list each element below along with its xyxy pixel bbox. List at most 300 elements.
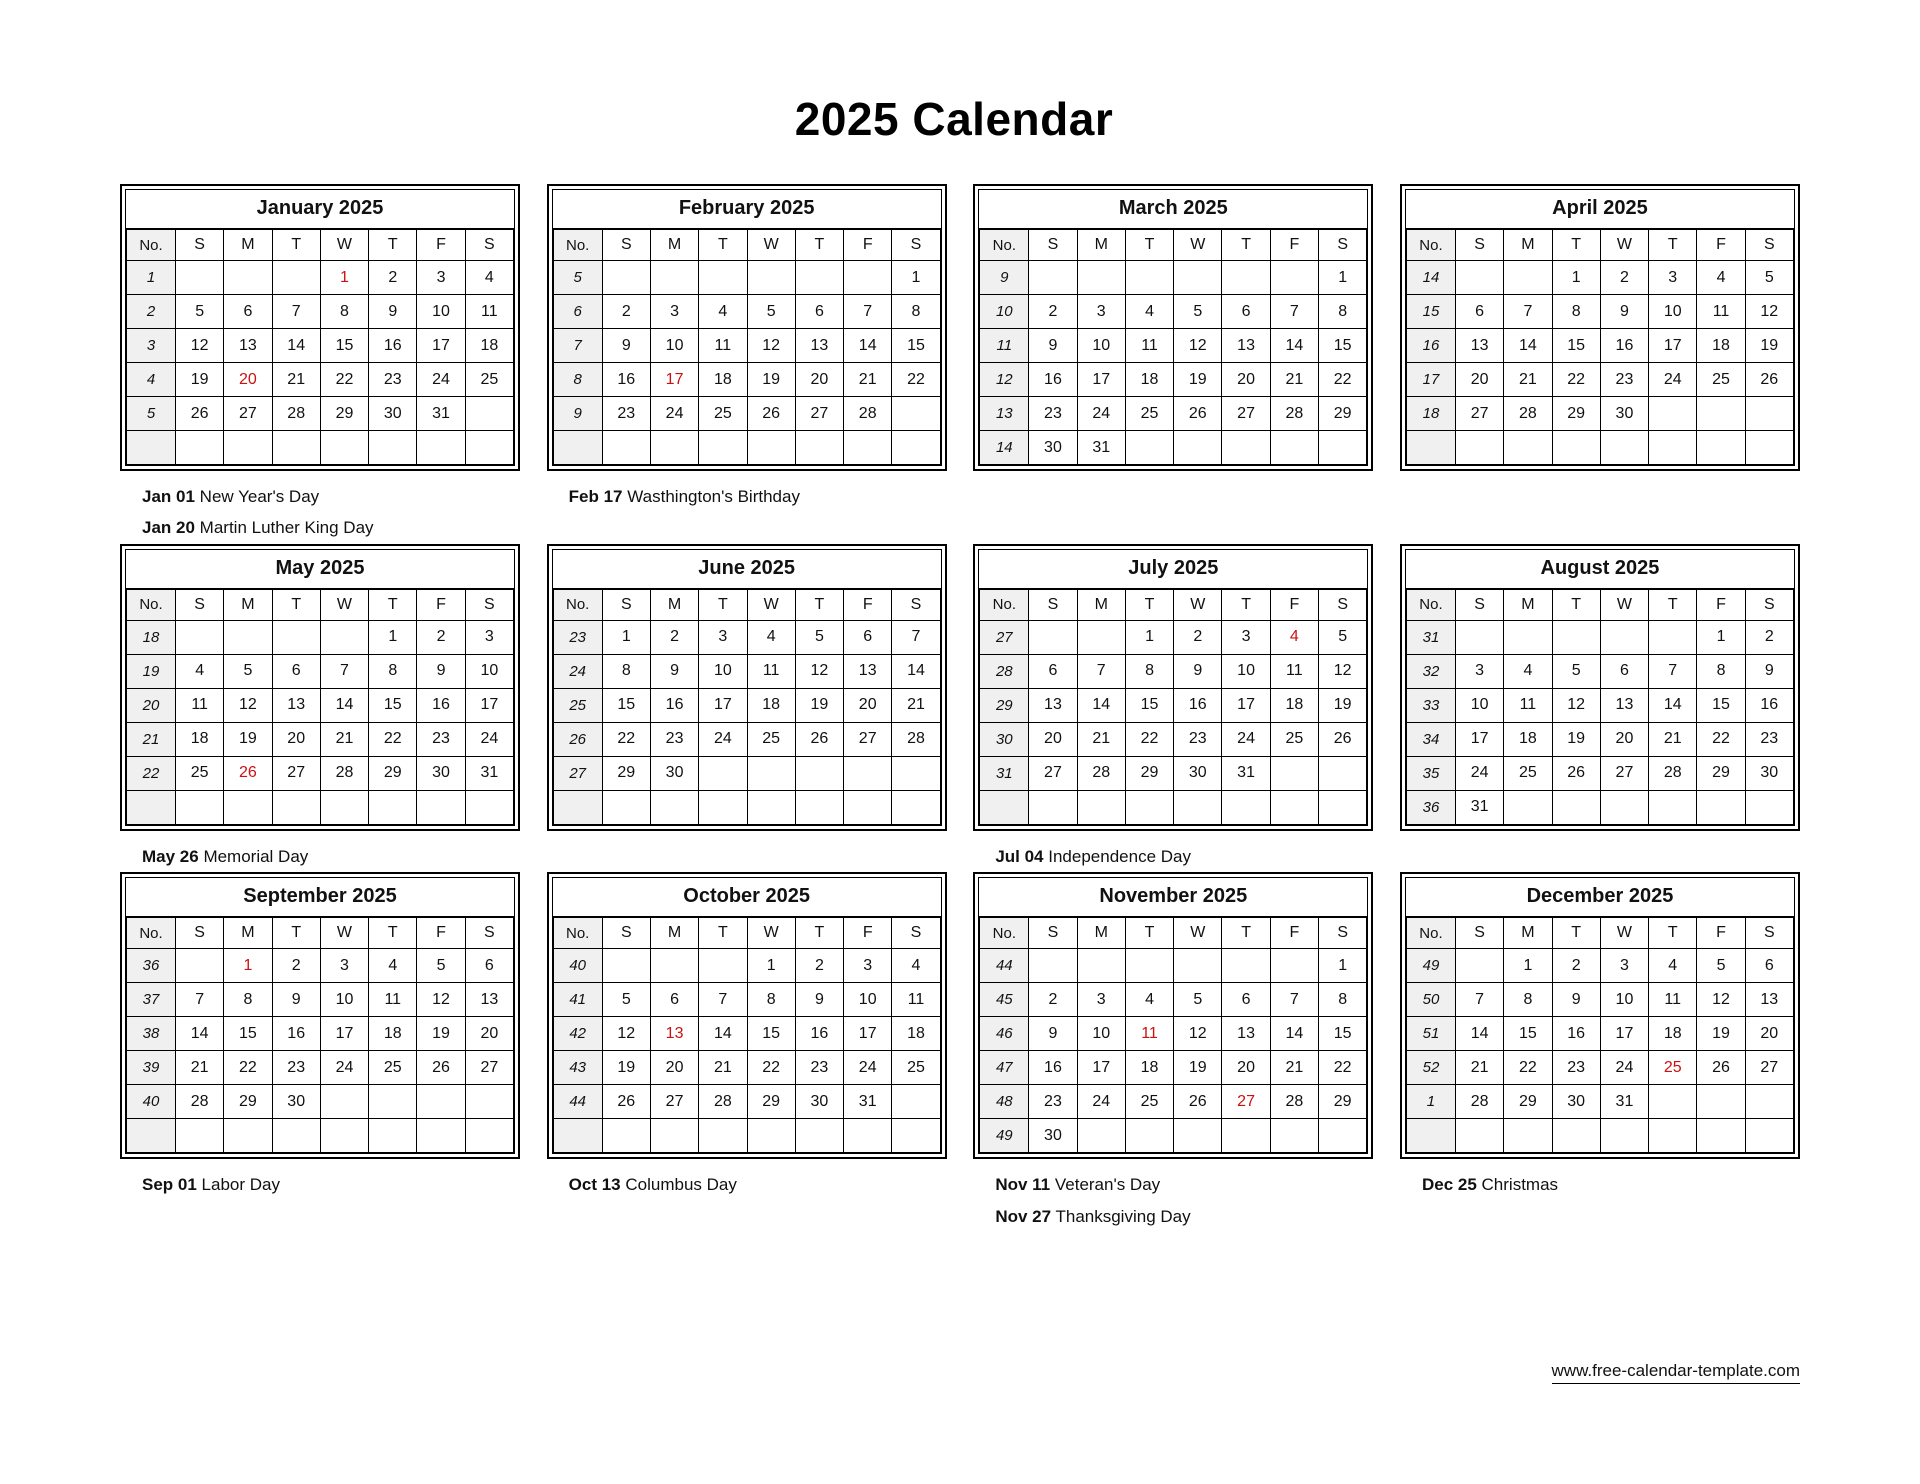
day-cell[interactable]: 13 xyxy=(1029,688,1077,722)
day-cell[interactable]: 31 xyxy=(1077,431,1125,465)
day-cell[interactable] xyxy=(1174,1119,1222,1153)
day-cell[interactable]: 28 xyxy=(892,722,940,756)
day-cell[interactable]: 3 xyxy=(1455,654,1503,688)
day-cell[interactable]: 16 xyxy=(417,688,465,722)
day-cell[interactable]: 18 xyxy=(1504,722,1552,756)
day-cell[interactable] xyxy=(1125,431,1173,465)
day-cell[interactable]: 9 xyxy=(369,295,417,329)
day-cell[interactable]: 28 xyxy=(1455,1085,1503,1119)
day-cell[interactable]: 7 xyxy=(1270,983,1318,1017)
day-cell[interactable]: 18 xyxy=(699,363,747,397)
day-cell[interactable]: 17 xyxy=(417,329,465,363)
day-cell[interactable]: 6 xyxy=(1222,983,1270,1017)
day-cell[interactable]: 30 xyxy=(417,756,465,790)
day-cell[interactable]: 25 xyxy=(176,756,224,790)
day-cell[interactable]: 11 xyxy=(1270,654,1318,688)
day-cell[interactable]: 20 xyxy=(844,688,892,722)
day-cell[interactable] xyxy=(1649,790,1697,824)
day-cell[interactable]: 10 xyxy=(1077,1017,1125,1051)
day-cell[interactable]: 3 xyxy=(650,295,698,329)
day-cell[interactable]: 30 xyxy=(1600,397,1648,431)
day-cell[interactable] xyxy=(1174,431,1222,465)
day-cell[interactable]: 23 xyxy=(795,1051,843,1085)
day-cell[interactable]: 13 xyxy=(272,688,320,722)
day-cell[interactable] xyxy=(1745,790,1793,824)
day-cell[interactable]: 7 xyxy=(272,295,320,329)
day-cell[interactable] xyxy=(1270,431,1318,465)
day-cell[interactable]: 7 xyxy=(1649,654,1697,688)
day-cell[interactable]: 30 xyxy=(272,1085,320,1119)
day-cell[interactable]: 10 xyxy=(417,295,465,329)
day-cell[interactable] xyxy=(747,261,795,295)
day-cell[interactable] xyxy=(1455,261,1503,295)
day-cell[interactable]: 18 xyxy=(892,1017,940,1051)
day-cell[interactable]: 20 xyxy=(465,1017,513,1051)
day-cell[interactable] xyxy=(320,1085,368,1119)
day-cell[interactable]: 2 xyxy=(1029,295,1077,329)
day-cell[interactable]: 29 xyxy=(1697,756,1745,790)
day-cell[interactable]: 30 xyxy=(1174,756,1222,790)
day-cell[interactable] xyxy=(272,261,320,295)
day-cell[interactable]: 5 xyxy=(176,295,224,329)
day-cell[interactable] xyxy=(1270,756,1318,790)
day-cell[interactable]: 9 xyxy=(1600,295,1648,329)
day-cell[interactable]: 12 xyxy=(747,329,795,363)
day-cell[interactable]: 6 xyxy=(795,295,843,329)
day-cell[interactable]: 13 xyxy=(465,983,513,1017)
day-cell[interactable]: 15 xyxy=(892,329,940,363)
day-cell[interactable]: 7 xyxy=(1455,983,1503,1017)
day-cell[interactable] xyxy=(1552,790,1600,824)
day-cell[interactable]: 26 xyxy=(176,397,224,431)
day-cell[interactable] xyxy=(1222,261,1270,295)
day-cell[interactable]: 12 xyxy=(176,329,224,363)
day-cell[interactable]: 2 xyxy=(795,949,843,983)
day-cell[interactable]: 11 xyxy=(1504,688,1552,722)
day-cell[interactable]: 31 xyxy=(1222,756,1270,790)
day-cell[interactable] xyxy=(272,620,320,654)
day-cell[interactable]: 4 xyxy=(1697,261,1745,295)
day-cell[interactable]: 12 xyxy=(1697,983,1745,1017)
day-cell[interactable]: 5 xyxy=(1319,620,1367,654)
day-cell[interactable]: 9 xyxy=(1029,1017,1077,1051)
day-cell[interactable]: 19 xyxy=(224,722,272,756)
day-cell[interactable]: 26 xyxy=(795,722,843,756)
day-cell[interactable] xyxy=(892,756,940,790)
day-cell[interactable]: 28 xyxy=(1077,756,1125,790)
day-cell[interactable]: 16 xyxy=(1029,363,1077,397)
day-cell[interactable]: 14 xyxy=(892,654,940,688)
day-cell[interactable]: 7 xyxy=(320,654,368,688)
day-cell[interactable] xyxy=(747,756,795,790)
day-cell[interactable]: 27 xyxy=(650,1085,698,1119)
day-cell[interactable]: 5 xyxy=(1174,295,1222,329)
day-cell[interactable]: 20 xyxy=(650,1051,698,1085)
day-cell[interactable]: 8 xyxy=(1319,983,1367,1017)
day-cell[interactable]: 17 xyxy=(1455,722,1503,756)
day-cell[interactable]: 5 xyxy=(747,295,795,329)
day-cell[interactable]: 16 xyxy=(602,363,650,397)
day-cell[interactable]: 24 xyxy=(320,1051,368,1085)
day-cell[interactable]: 8 xyxy=(747,983,795,1017)
day-cell[interactable]: 12 xyxy=(795,654,843,688)
day-cell[interactable]: 28 xyxy=(1504,397,1552,431)
day-cell[interactable]: 25 xyxy=(699,397,747,431)
day-cell[interactable]: 26 xyxy=(417,1051,465,1085)
day-cell[interactable]: 12 xyxy=(1174,329,1222,363)
day-cell[interactable]: 27 xyxy=(1600,756,1648,790)
day-cell-holiday[interactable]: 17 xyxy=(650,363,698,397)
day-cell[interactable]: 21 xyxy=(1649,722,1697,756)
day-cell[interactable]: 3 xyxy=(1077,295,1125,329)
day-cell[interactable]: 6 xyxy=(1600,654,1648,688)
day-cell[interactable]: 6 xyxy=(844,620,892,654)
day-cell[interactable]: 22 xyxy=(1552,363,1600,397)
day-cell[interactable]: 14 xyxy=(844,329,892,363)
day-cell[interactable]: 30 xyxy=(1745,756,1793,790)
day-cell[interactable]: 8 xyxy=(892,295,940,329)
day-cell[interactable]: 31 xyxy=(844,1085,892,1119)
day-cell-holiday[interactable]: 13 xyxy=(650,1017,698,1051)
day-cell[interactable] xyxy=(320,620,368,654)
day-cell[interactable]: 27 xyxy=(272,756,320,790)
day-cell[interactable]: 30 xyxy=(795,1085,843,1119)
day-cell[interactable]: 30 xyxy=(369,397,417,431)
day-cell[interactable]: 15 xyxy=(1552,329,1600,363)
day-cell[interactable]: 5 xyxy=(1552,654,1600,688)
day-cell[interactable]: 24 xyxy=(1077,397,1125,431)
day-cell[interactable]: 9 xyxy=(795,983,843,1017)
day-cell[interactable]: 14 xyxy=(1077,688,1125,722)
day-cell[interactable]: 21 xyxy=(1270,363,1318,397)
day-cell-holiday[interactable]: 11 xyxy=(1125,1017,1173,1051)
day-cell[interactable]: 2 xyxy=(1552,949,1600,983)
day-cell[interactable]: 5 xyxy=(602,983,650,1017)
day-cell[interactable]: 10 xyxy=(699,654,747,688)
day-cell[interactable]: 22 xyxy=(320,363,368,397)
day-cell[interactable]: 15 xyxy=(1319,1017,1367,1051)
day-cell[interactable]: 16 xyxy=(1745,688,1793,722)
day-cell[interactable]: 30 xyxy=(650,756,698,790)
day-cell[interactable]: 15 xyxy=(320,329,368,363)
day-cell[interactable]: 3 xyxy=(844,949,892,983)
day-cell[interactable]: 13 xyxy=(1455,329,1503,363)
day-cell[interactable]: 15 xyxy=(602,688,650,722)
day-cell[interactable]: 27 xyxy=(1222,397,1270,431)
day-cell[interactable] xyxy=(224,620,272,654)
day-cell[interactable] xyxy=(1125,261,1173,295)
day-cell[interactable]: 6 xyxy=(272,654,320,688)
day-cell[interactable]: 25 xyxy=(369,1051,417,1085)
day-cell[interactable]: 27 xyxy=(1455,397,1503,431)
day-cell[interactable] xyxy=(1600,620,1648,654)
day-cell[interactable]: 17 xyxy=(844,1017,892,1051)
day-cell[interactable]: 3 xyxy=(320,949,368,983)
day-cell[interactable] xyxy=(1649,397,1697,431)
day-cell[interactable]: 21 xyxy=(1504,363,1552,397)
day-cell[interactable]: 23 xyxy=(1745,722,1793,756)
day-cell[interactable]: 16 xyxy=(1552,1017,1600,1051)
day-cell[interactable] xyxy=(1029,620,1077,654)
day-cell[interactable]: 21 xyxy=(844,363,892,397)
day-cell[interactable]: 5 xyxy=(417,949,465,983)
day-cell[interactable]: 23 xyxy=(602,397,650,431)
day-cell[interactable]: 14 xyxy=(272,329,320,363)
day-cell[interactable]: 27 xyxy=(224,397,272,431)
day-cell[interactable]: 2 xyxy=(272,949,320,983)
day-cell[interactable]: 13 xyxy=(224,329,272,363)
day-cell[interactable]: 1 xyxy=(1504,949,1552,983)
day-cell[interactable]: 18 xyxy=(1125,363,1173,397)
day-cell[interactable]: 19 xyxy=(795,688,843,722)
day-cell[interactable]: 6 xyxy=(1455,295,1503,329)
day-cell[interactable]: 3 xyxy=(417,261,465,295)
day-cell[interactable] xyxy=(369,1085,417,1119)
day-cell[interactable] xyxy=(1697,790,1745,824)
day-cell[interactable]: 20 xyxy=(1600,722,1648,756)
day-cell[interactable]: 6 xyxy=(224,295,272,329)
day-cell[interactable]: 24 xyxy=(1600,1051,1648,1085)
day-cell[interactable] xyxy=(1174,261,1222,295)
day-cell[interactable]: 7 xyxy=(1270,295,1318,329)
day-cell[interactable]: 10 xyxy=(320,983,368,1017)
day-cell[interactable]: 22 xyxy=(602,722,650,756)
day-cell[interactable]: 2 xyxy=(1029,983,1077,1017)
day-cell[interactable]: 1 xyxy=(369,620,417,654)
day-cell[interactable]: 8 xyxy=(1319,295,1367,329)
day-cell[interactable]: 17 xyxy=(320,1017,368,1051)
day-cell[interactable]: 25 xyxy=(747,722,795,756)
day-cell-holiday[interactable]: 27 xyxy=(1222,1085,1270,1119)
day-cell[interactable]: 1 xyxy=(1125,620,1173,654)
day-cell[interactable]: 10 xyxy=(1222,654,1270,688)
day-cell[interactable] xyxy=(1649,1085,1697,1119)
day-cell[interactable] xyxy=(1552,620,1600,654)
day-cell[interactable]: 23 xyxy=(1552,1051,1600,1085)
day-cell[interactable]: 2 xyxy=(1600,261,1648,295)
day-cell[interactable]: 3 xyxy=(699,620,747,654)
day-cell[interactable]: 29 xyxy=(224,1085,272,1119)
day-cell[interactable]: 21 xyxy=(1077,722,1125,756)
day-cell[interactable]: 1 xyxy=(602,620,650,654)
day-cell[interactable] xyxy=(176,620,224,654)
day-cell[interactable]: 9 xyxy=(650,654,698,688)
day-cell[interactable]: 25 xyxy=(892,1051,940,1085)
day-cell[interactable]: 4 xyxy=(1649,949,1697,983)
day-cell[interactable]: 21 xyxy=(892,688,940,722)
day-cell[interactable]: 19 xyxy=(176,363,224,397)
day-cell[interactable]: 22 xyxy=(1697,722,1745,756)
day-cell[interactable]: 22 xyxy=(892,363,940,397)
day-cell[interactable]: 26 xyxy=(1552,756,1600,790)
day-cell[interactable]: 26 xyxy=(1745,363,1793,397)
day-cell[interactable]: 13 xyxy=(1600,688,1648,722)
day-cell[interactable]: 29 xyxy=(1319,1085,1367,1119)
day-cell[interactable]: 15 xyxy=(1125,688,1173,722)
day-cell[interactable]: 11 xyxy=(465,295,513,329)
day-cell[interactable] xyxy=(650,261,698,295)
day-cell[interactable]: 9 xyxy=(602,329,650,363)
day-cell[interactable]: 6 xyxy=(650,983,698,1017)
day-cell[interactable]: 4 xyxy=(465,261,513,295)
day-cell[interactable]: 25 xyxy=(1504,756,1552,790)
day-cell[interactable] xyxy=(699,261,747,295)
day-cell[interactable]: 23 xyxy=(1600,363,1648,397)
day-cell[interactable]: 21 xyxy=(1270,1051,1318,1085)
day-cell[interactable]: 5 xyxy=(224,654,272,688)
day-cell[interactable]: 26 xyxy=(602,1085,650,1119)
day-cell[interactable]: 29 xyxy=(1319,397,1367,431)
day-cell[interactable]: 22 xyxy=(1504,1051,1552,1085)
day-cell[interactable]: 30 xyxy=(1552,1085,1600,1119)
day-cell[interactable] xyxy=(699,756,747,790)
day-cell[interactable]: 5 xyxy=(1174,983,1222,1017)
day-cell[interactable]: 22 xyxy=(1319,1051,1367,1085)
day-cell[interactable]: 17 xyxy=(1600,1017,1648,1051)
day-cell[interactable]: 7 xyxy=(699,983,747,1017)
day-cell[interactable]: 7 xyxy=(1504,295,1552,329)
day-cell[interactable]: 28 xyxy=(844,397,892,431)
day-cell[interactable]: 25 xyxy=(1125,1085,1173,1119)
day-cell[interactable] xyxy=(1222,949,1270,983)
day-cell[interactable] xyxy=(1222,1119,1270,1153)
day-cell[interactable] xyxy=(1174,949,1222,983)
day-cell[interactable]: 11 xyxy=(176,688,224,722)
day-cell[interactable]: 20 xyxy=(1455,363,1503,397)
day-cell[interactable]: 3 xyxy=(1222,620,1270,654)
day-cell[interactable]: 9 xyxy=(1174,654,1222,688)
day-cell[interactable]: 13 xyxy=(844,654,892,688)
day-cell[interactable]: 16 xyxy=(1174,688,1222,722)
day-cell[interactable]: 3 xyxy=(1649,261,1697,295)
day-cell[interactable]: 23 xyxy=(1174,722,1222,756)
day-cell[interactable]: 25 xyxy=(1270,722,1318,756)
day-cell[interactable]: 4 xyxy=(747,620,795,654)
day-cell[interactable]: 17 xyxy=(699,688,747,722)
day-cell[interactable] xyxy=(602,949,650,983)
day-cell[interactable]: 22 xyxy=(369,722,417,756)
day-cell[interactable]: 25 xyxy=(1697,363,1745,397)
day-cell[interactable]: 5 xyxy=(1697,949,1745,983)
day-cell[interactable] xyxy=(1270,261,1318,295)
day-cell[interactable]: 19 xyxy=(1319,688,1367,722)
day-cell[interactable]: 16 xyxy=(272,1017,320,1051)
day-cell[interactable] xyxy=(1745,397,1793,431)
day-cell[interactable] xyxy=(417,1085,465,1119)
day-cell[interactable]: 24 xyxy=(1455,756,1503,790)
day-cell[interactable]: 27 xyxy=(1029,756,1077,790)
day-cell[interactable]: 2 xyxy=(1174,620,1222,654)
day-cell[interactable]: 7 xyxy=(892,620,940,654)
day-cell[interactable]: 13 xyxy=(1222,329,1270,363)
day-cell[interactable]: 20 xyxy=(1222,363,1270,397)
day-cell[interactable]: 18 xyxy=(465,329,513,363)
day-cell[interactable]: 8 xyxy=(1552,295,1600,329)
day-cell[interactable]: 26 xyxy=(747,397,795,431)
day-cell[interactable] xyxy=(1504,620,1552,654)
day-cell[interactable] xyxy=(1697,1085,1745,1119)
day-cell[interactable]: 11 xyxy=(369,983,417,1017)
day-cell-holiday[interactable]: 26 xyxy=(224,756,272,790)
day-cell[interactable]: 11 xyxy=(1697,295,1745,329)
day-cell[interactable]: 23 xyxy=(1029,397,1077,431)
day-cell[interactable]: 24 xyxy=(844,1051,892,1085)
day-cell[interactable]: 31 xyxy=(1455,790,1503,824)
day-cell[interactable]: 12 xyxy=(1174,1017,1222,1051)
day-cell[interactable]: 8 xyxy=(320,295,368,329)
day-cell[interactable]: 29 xyxy=(1125,756,1173,790)
day-cell[interactable]: 20 xyxy=(795,363,843,397)
day-cell[interactable]: 11 xyxy=(699,329,747,363)
day-cell[interactable] xyxy=(1222,431,1270,465)
day-cell[interactable]: 25 xyxy=(1125,397,1173,431)
day-cell[interactable] xyxy=(699,949,747,983)
day-cell[interactable]: 12 xyxy=(1745,295,1793,329)
day-cell[interactable]: 3 xyxy=(1077,983,1125,1017)
day-cell[interactable]: 8 xyxy=(602,654,650,688)
day-cell[interactable]: 19 xyxy=(417,1017,465,1051)
day-cell[interactable] xyxy=(1270,949,1318,983)
day-cell[interactable]: 26 xyxy=(1174,397,1222,431)
day-cell[interactable]: 1 xyxy=(1319,261,1367,295)
day-cell[interactable]: 12 xyxy=(224,688,272,722)
day-cell[interactable] xyxy=(1697,397,1745,431)
day-cell[interactable]: 2 xyxy=(650,620,698,654)
day-cell[interactable] xyxy=(1270,1119,1318,1153)
day-cell-holiday[interactable]: 1 xyxy=(320,261,368,295)
day-cell[interactable]: 29 xyxy=(1552,397,1600,431)
day-cell[interactable]: 1 xyxy=(1697,620,1745,654)
day-cell[interactable]: 16 xyxy=(795,1017,843,1051)
day-cell[interactable]: 29 xyxy=(747,1085,795,1119)
day-cell[interactable]: 8 xyxy=(1504,983,1552,1017)
day-cell[interactable]: 12 xyxy=(1319,654,1367,688)
day-cell[interactable]: 28 xyxy=(1270,1085,1318,1119)
day-cell[interactable]: 24 xyxy=(1077,1085,1125,1119)
day-cell[interactable] xyxy=(1319,756,1367,790)
day-cell[interactable]: 5 xyxy=(795,620,843,654)
day-cell[interactable]: 8 xyxy=(1697,654,1745,688)
day-cell[interactable]: 13 xyxy=(1222,1017,1270,1051)
day-cell[interactable]: 15 xyxy=(1504,1017,1552,1051)
day-cell[interactable]: 18 xyxy=(176,722,224,756)
day-cell[interactable]: 17 xyxy=(1222,688,1270,722)
day-cell-holiday[interactable]: 4 xyxy=(1270,620,1318,654)
day-cell[interactable]: 19 xyxy=(1745,329,1793,363)
day-cell[interactable]: 22 xyxy=(747,1051,795,1085)
day-cell[interactable]: 22 xyxy=(1319,363,1367,397)
day-cell[interactable] xyxy=(1029,949,1077,983)
day-cell[interactable]: 20 xyxy=(272,722,320,756)
day-cell[interactable]: 10 xyxy=(1455,688,1503,722)
day-cell[interactable]: 6 xyxy=(465,949,513,983)
day-cell[interactable]: 6 xyxy=(1029,654,1077,688)
day-cell[interactable] xyxy=(1745,1085,1793,1119)
day-cell[interactable]: 10 xyxy=(1077,329,1125,363)
day-cell-holiday[interactable]: 25 xyxy=(1649,1051,1697,1085)
day-cell[interactable]: 2 xyxy=(417,620,465,654)
day-cell[interactable]: 19 xyxy=(747,363,795,397)
day-cell[interactable]: 23 xyxy=(417,722,465,756)
day-cell[interactable]: 18 xyxy=(1125,1051,1173,1085)
day-cell[interactable]: 14 xyxy=(699,1017,747,1051)
day-cell[interactable]: 22 xyxy=(1125,722,1173,756)
day-cell[interactable]: 13 xyxy=(795,329,843,363)
day-cell[interactable] xyxy=(650,949,698,983)
day-cell[interactable]: 4 xyxy=(1125,295,1173,329)
day-cell[interactable]: 11 xyxy=(892,983,940,1017)
day-cell[interactable]: 1 xyxy=(1319,949,1367,983)
